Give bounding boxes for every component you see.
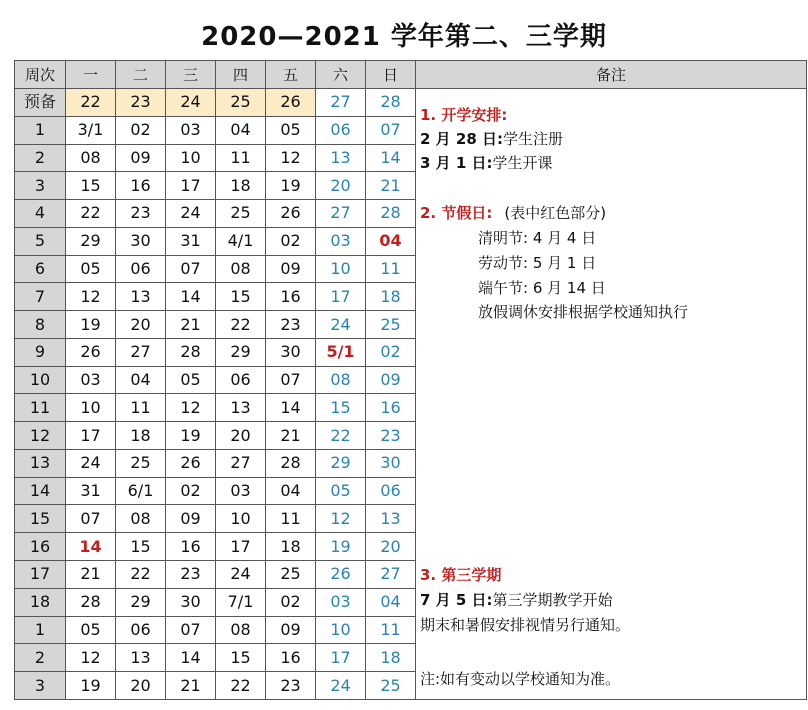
week-number: 16 xyxy=(15,533,66,561)
note-date: 7 月 5 日: xyxy=(420,591,493,609)
week-number: 17 xyxy=(15,561,66,589)
note-line: 劳动节: 5 月 1 日 xyxy=(478,254,597,272)
date-cell: 17 xyxy=(166,172,216,200)
date-cell: 11 xyxy=(366,616,416,644)
date-cell: 3/1 xyxy=(66,116,116,144)
date-cell: 21 xyxy=(366,172,416,200)
week-number: 预备 xyxy=(15,89,66,117)
date-cell: 13 xyxy=(366,505,416,533)
date-cell: 02 xyxy=(116,116,166,144)
note-section-1-title: 1. 开学安排: xyxy=(420,106,508,124)
date-cell: 15 xyxy=(316,394,366,422)
date-cell: 14 xyxy=(166,283,216,311)
date-cell: 30 xyxy=(116,227,166,255)
date-cell: 04 xyxy=(366,588,416,616)
note-date: 2 月 28 日: xyxy=(420,130,503,148)
date-cell: 22 xyxy=(66,200,116,228)
week-number: 1 xyxy=(15,116,66,144)
week-number: 15 xyxy=(15,505,66,533)
date-cell: 08 xyxy=(216,255,266,283)
date-cell: 15 xyxy=(216,283,266,311)
date-cell: 03 xyxy=(316,588,366,616)
week-number: 3 xyxy=(15,172,66,200)
note-date: 3 月 1 日: xyxy=(420,154,493,172)
date-cell: 10 xyxy=(316,616,366,644)
date-cell: 06 xyxy=(316,116,366,144)
date-cell: 19 xyxy=(66,672,116,700)
date-cell: 16 xyxy=(366,394,416,422)
date-cell: 28 xyxy=(266,449,316,477)
date-cell: 24 xyxy=(216,561,266,589)
date-cell: 04 xyxy=(266,477,316,505)
date-cell: 06 xyxy=(116,616,166,644)
date-cell: 25 xyxy=(216,200,266,228)
date-cell: 16 xyxy=(166,533,216,561)
date-cell: 19 xyxy=(166,422,216,450)
note-line: 期末和暑假安排视情另行通知。 xyxy=(420,616,631,634)
note-section-3-title: 3. 第三学期 xyxy=(420,566,502,584)
date-cell: 03 xyxy=(166,116,216,144)
date-cell: 27 xyxy=(216,449,266,477)
date-cell: 20 xyxy=(216,422,266,450)
date-cell: 11 xyxy=(216,144,266,172)
date-cell: 25 xyxy=(116,449,166,477)
date-cell: 31 xyxy=(66,477,116,505)
date-cell: 03 xyxy=(66,366,116,394)
date-cell: 23 xyxy=(266,672,316,700)
date-cell: 08 xyxy=(66,144,116,172)
note-text: 学生注册 xyxy=(502,130,563,148)
date-cell: 23 xyxy=(166,561,216,589)
header-day-fri: 五 xyxy=(266,61,316,89)
calendar-body xyxy=(15,89,807,700)
date-cell: 07 xyxy=(166,616,216,644)
date-cell: 02 xyxy=(266,588,316,616)
date-cell: 27 xyxy=(366,561,416,589)
header-week: 周次 xyxy=(15,61,66,89)
date-cell: 4/1 xyxy=(216,227,266,255)
week-number: 10 xyxy=(15,366,66,394)
week-number: 9 xyxy=(15,338,66,366)
date-cell: 05 xyxy=(316,477,366,505)
holiday-date-cell: 14 xyxy=(66,533,116,561)
week-number: 2 xyxy=(15,144,66,172)
week-number: 4 xyxy=(15,200,66,228)
date-cell: 14 xyxy=(266,394,316,422)
week-number: 3 xyxy=(15,672,66,700)
date-cell: 08 xyxy=(216,616,266,644)
note-line xyxy=(420,590,613,610)
date-cell: 10 xyxy=(66,394,116,422)
date-cell: 27 xyxy=(116,338,166,366)
date-cell: 17 xyxy=(316,283,366,311)
date-cell: 15 xyxy=(66,172,116,200)
date-cell: 27 xyxy=(316,200,366,228)
date-cell: 31 xyxy=(166,227,216,255)
date-cell: 13 xyxy=(316,144,366,172)
date-cell: 06 xyxy=(366,477,416,505)
date-cell: 12 xyxy=(66,283,116,311)
date-cell: 18 xyxy=(366,644,416,672)
calendar-table xyxy=(14,60,807,700)
date-cell: 20 xyxy=(316,172,366,200)
header-day-tue: 二 xyxy=(116,61,166,89)
date-cell: 23 xyxy=(116,89,166,117)
note-line xyxy=(420,129,563,149)
date-cell: 24 xyxy=(166,89,216,117)
note-text: (表中红色部分) xyxy=(504,204,607,222)
date-cell: 29 xyxy=(66,227,116,255)
header-day-sun: 日 xyxy=(366,61,416,89)
header-day-mon: 一 xyxy=(66,61,116,89)
date-cell: 18 xyxy=(366,283,416,311)
date-cell: 03 xyxy=(316,227,366,255)
date-cell: 12 xyxy=(316,505,366,533)
date-cell: 29 xyxy=(216,338,266,366)
date-cell: 20 xyxy=(116,672,166,700)
date-cell: 21 xyxy=(266,422,316,450)
date-cell: 22 xyxy=(116,561,166,589)
date-cell: 19 xyxy=(266,172,316,200)
date-cell: 24 xyxy=(66,449,116,477)
date-cell: 23 xyxy=(366,422,416,450)
note-line xyxy=(420,203,606,223)
date-cell: 30 xyxy=(366,449,416,477)
date-cell: 15 xyxy=(216,644,266,672)
date-cell: 22 xyxy=(316,422,366,450)
date-cell: 24 xyxy=(166,200,216,228)
holiday-date-cell: 5/1 xyxy=(316,338,366,366)
week-number: 13 xyxy=(15,449,66,477)
date-cell: 21 xyxy=(166,311,216,339)
date-cell: 29 xyxy=(316,449,366,477)
note-line xyxy=(420,153,553,173)
date-cell: 05 xyxy=(66,255,116,283)
date-cell: 08 xyxy=(116,505,166,533)
date-cell: 21 xyxy=(166,672,216,700)
date-cell: 12 xyxy=(166,394,216,422)
date-cell: 28 xyxy=(66,588,116,616)
date-cell: 19 xyxy=(66,311,116,339)
date-cell: 09 xyxy=(266,616,316,644)
note-line: 放假调休安排根据学校通知执行 xyxy=(478,303,689,321)
date-cell: 08 xyxy=(316,366,366,394)
date-cell: 16 xyxy=(266,644,316,672)
date-cell: 30 xyxy=(166,588,216,616)
date-cell: 07 xyxy=(66,505,116,533)
date-cell: 02 xyxy=(266,227,316,255)
date-cell: 26 xyxy=(66,338,116,366)
header-row xyxy=(15,61,807,89)
header-day-sat: 六 xyxy=(316,61,366,89)
holiday-date-cell: 04 xyxy=(366,227,416,255)
date-cell: 29 xyxy=(116,588,166,616)
header-day-thu: 四 xyxy=(216,61,266,89)
date-cell: 26 xyxy=(266,200,316,228)
date-cell: 23 xyxy=(116,200,166,228)
date-cell: 11 xyxy=(266,505,316,533)
date-cell: 16 xyxy=(266,283,316,311)
date-cell: 11 xyxy=(366,255,416,283)
notes-panel xyxy=(416,89,807,700)
week-number: 8 xyxy=(15,311,66,339)
date-cell: 24 xyxy=(316,311,366,339)
date-cell: 20 xyxy=(366,533,416,561)
date-cell: 04 xyxy=(216,116,266,144)
date-cell: 12 xyxy=(66,644,116,672)
week-number: 7 xyxy=(15,283,66,311)
date-cell: 25 xyxy=(266,561,316,589)
note-text: 学生开课 xyxy=(492,154,553,172)
date-cell: 28 xyxy=(366,200,416,228)
date-cell: 09 xyxy=(266,255,316,283)
date-cell: 20 xyxy=(116,311,166,339)
date-cell: 09 xyxy=(116,144,166,172)
date-cell: 26 xyxy=(316,561,366,589)
week-number: 1 xyxy=(15,616,66,644)
date-cell: 28 xyxy=(166,338,216,366)
header-notes: 备注 xyxy=(416,61,807,89)
date-cell: 15 xyxy=(116,533,166,561)
note-line: 端午节: 6 月 14 日 xyxy=(478,279,606,297)
date-cell: 6/1 xyxy=(116,477,166,505)
page-title: 2020—2021 学年第二、三学期 xyxy=(201,22,607,52)
week-number: 5 xyxy=(15,227,66,255)
week-number: 6 xyxy=(15,255,66,283)
date-cell: 09 xyxy=(366,366,416,394)
date-cell: 14 xyxy=(366,144,416,172)
date-cell: 21 xyxy=(66,561,116,589)
date-cell: 17 xyxy=(316,644,366,672)
date-cell: 14 xyxy=(166,644,216,672)
date-cell: 18 xyxy=(216,172,266,200)
date-cell: 05 xyxy=(266,116,316,144)
date-cell: 10 xyxy=(316,255,366,283)
date-cell: 06 xyxy=(216,366,266,394)
date-cell: 02 xyxy=(366,338,416,366)
date-cell: 25 xyxy=(216,89,266,117)
date-cell: 07 xyxy=(166,255,216,283)
date-cell: 18 xyxy=(116,422,166,450)
date-cell: 03 xyxy=(216,477,266,505)
date-cell: 10 xyxy=(216,505,266,533)
date-cell: 13 xyxy=(216,394,266,422)
week-number: 14 xyxy=(15,477,66,505)
date-cell: 04 xyxy=(116,366,166,394)
date-cell: 13 xyxy=(116,283,166,311)
date-cell: 16 xyxy=(116,172,166,200)
date-cell: 19 xyxy=(316,533,366,561)
date-cell: 18 xyxy=(266,533,316,561)
note-section-2-title: 2. 节假日: xyxy=(420,204,493,222)
date-cell: 05 xyxy=(66,616,116,644)
date-cell: 17 xyxy=(66,422,116,450)
date-cell: 12 xyxy=(266,144,316,172)
date-cell: 27 xyxy=(316,89,366,117)
date-cell: 26 xyxy=(266,89,316,117)
date-cell: 13 xyxy=(116,644,166,672)
week-number: 12 xyxy=(15,422,66,450)
date-cell: 25 xyxy=(366,311,416,339)
week-number: 18 xyxy=(15,588,66,616)
date-cell: 25 xyxy=(366,672,416,700)
date-cell: 7/1 xyxy=(216,588,266,616)
week-number: 11 xyxy=(15,394,66,422)
header-day-wed: 三 xyxy=(166,61,216,89)
date-cell: 07 xyxy=(366,116,416,144)
note-text: 第三学期教学开始 xyxy=(492,591,613,609)
date-cell: 22 xyxy=(66,89,116,117)
date-cell: 26 xyxy=(166,449,216,477)
date-cell: 30 xyxy=(266,338,316,366)
date-cell: 28 xyxy=(366,89,416,117)
date-cell: 24 xyxy=(316,672,366,700)
date-cell: 05 xyxy=(166,366,216,394)
date-cell: 22 xyxy=(216,672,266,700)
date-cell: 11 xyxy=(116,394,166,422)
date-cell: 09 xyxy=(166,505,216,533)
date-cell: 17 xyxy=(216,533,266,561)
note-footer: 注:如有变动以学校通知为准。 xyxy=(420,670,621,688)
date-cell: 22 xyxy=(216,311,266,339)
date-cell: 06 xyxy=(116,255,166,283)
date-cell: 02 xyxy=(166,477,216,505)
table-row xyxy=(15,89,807,117)
note-line: 清明节: 4 月 4 日 xyxy=(478,229,597,247)
notes-content xyxy=(416,89,806,699)
week-number: 2 xyxy=(15,644,66,672)
date-cell: 23 xyxy=(266,311,316,339)
date-cell: 10 xyxy=(166,144,216,172)
date-cell: 07 xyxy=(266,366,316,394)
